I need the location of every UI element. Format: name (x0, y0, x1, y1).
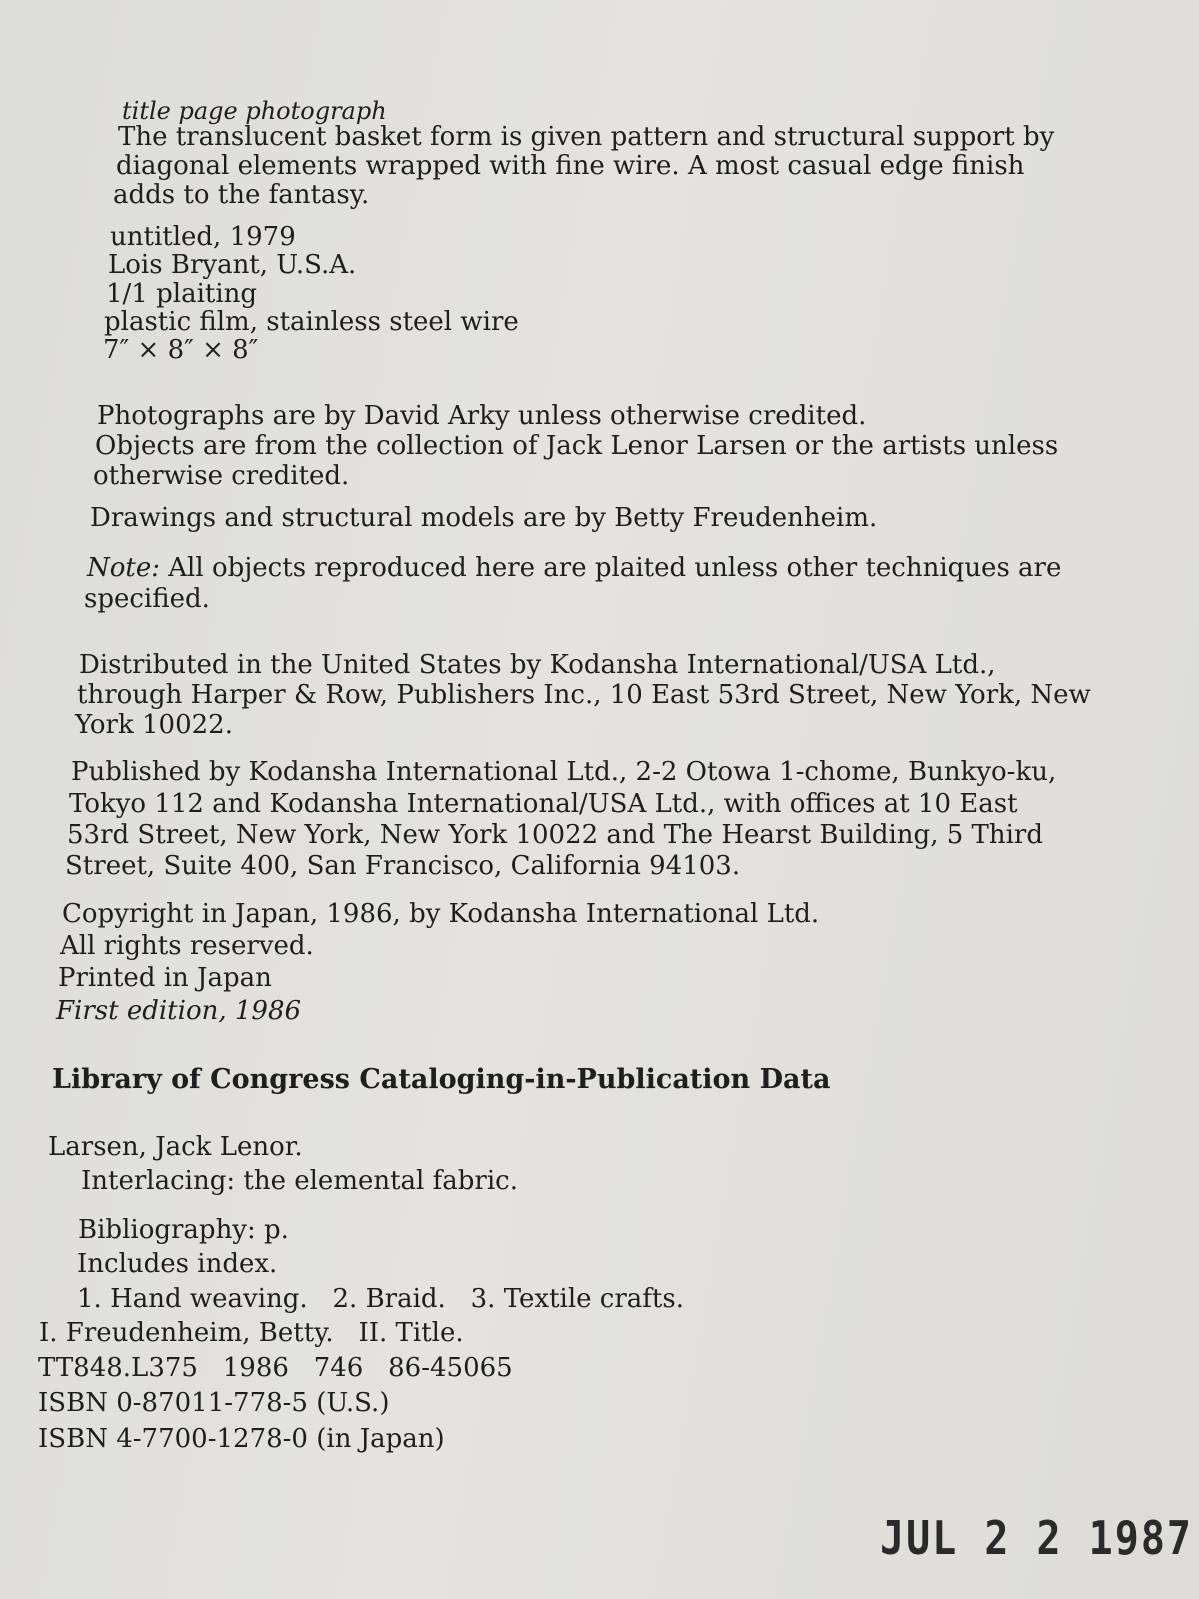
artwork-artist: Lois Bryant, U.S.A. (108, 250, 357, 280)
photo-credit-line-2: Objects are from the collection of Jack Lenor Larsen or the artists unless (95, 431, 1059, 461)
printed-line: Printed in Japan (58, 963, 272, 993)
publisher-line-1: Published by Kodansha International Ltd., 2-2 Otowa 1-chome, Bunkyo-ku, (71, 757, 1057, 787)
edition-line: First edition, 1986 (56, 996, 302, 1026)
title-page-label: title page photograph (122, 97, 387, 125)
cip-heading: Library of Congress Cataloging-in-Publication Data (52, 1064, 831, 1095)
cip-added-entries: I. Freudenheim, Betty. II. Title. (39, 1318, 464, 1348)
artwork-technique: 1/1 plaiting (106, 279, 258, 309)
copyright-line: Copyright in Japan, 1986, by Kodansha International Ltd. (62, 899, 820, 929)
note (87, 553, 1061, 583)
publisher-line-4: Street, Suite 400, San Francisco, California 94103. (65, 851, 741, 881)
cip-subjects: 1. Hand weaving. 2. Braid. 3. Textile crafts. (77, 1284, 684, 1314)
cip-author: Larsen, Jack Lenor. (48, 1132, 303, 1162)
photo-credit-line-3: otherwise credited. (93, 461, 350, 491)
note-text: All objects reproduced here are plaited unless other techniques are (168, 553, 1062, 583)
photo-credit-line-1: Photographs are by David Arky unless otherwise credited. (97, 401, 867, 431)
cip-title: Interlacing: the elemental fabric. (81, 1166, 518, 1196)
artwork-title: untitled, 1979 (110, 222, 296, 252)
description-line-3: adds to the fantasy. (113, 180, 370, 210)
artwork-dimensions: 7″ × 8″ × 8″ (103, 335, 259, 365)
cip-call-number: TT848.L375 1986 746 86-45065 (38, 1353, 513, 1383)
distribution-line-3: York 10022. (75, 710, 233, 740)
distribution-line-1: Distributed in the United States by Kodansha International/USA Ltd., (79, 650, 996, 680)
cip-bibliography: Bibliography: p. (78, 1215, 289, 1245)
drawings-credit: Drawings and structural models are by Betty Freudenheim. (90, 503, 878, 533)
publisher-line-2: Tokyo 112 and Kodansha International/USA Ltd., with offices at 10 East (69, 789, 1018, 819)
description-line-1: The translucent basket form is given pattern and structural support by (118, 122, 1055, 152)
artwork-materials: plastic film, stainless steel wire (104, 307, 519, 337)
description-line-2: diagonal elements wrapped with fine wire. A most casual edge finish (116, 151, 1025, 181)
cip-index: Includes index. (77, 1249, 278, 1279)
publisher-line-3: 53rd Street, New York, New York 10022 and The Hearst Building, 5 Third (67, 820, 1044, 850)
isbn-japan: ISBN 4-7700-1278-0 (in Japan) (38, 1424, 445, 1454)
rights-line: All rights reserved. (60, 931, 314, 961)
date-stamp: JUL 2 2 1987 (880, 1512, 1193, 1566)
isbn-us: ISBN 0-87011-778-5 (U.S.) (38, 1388, 390, 1418)
note-continued: specified. (84, 584, 210, 614)
distribution-line-2: through Harper & Row, Publishers Inc., 10 East 53rd Street, New York, New (77, 680, 1091, 710)
note-label: Note: (87, 553, 160, 583)
